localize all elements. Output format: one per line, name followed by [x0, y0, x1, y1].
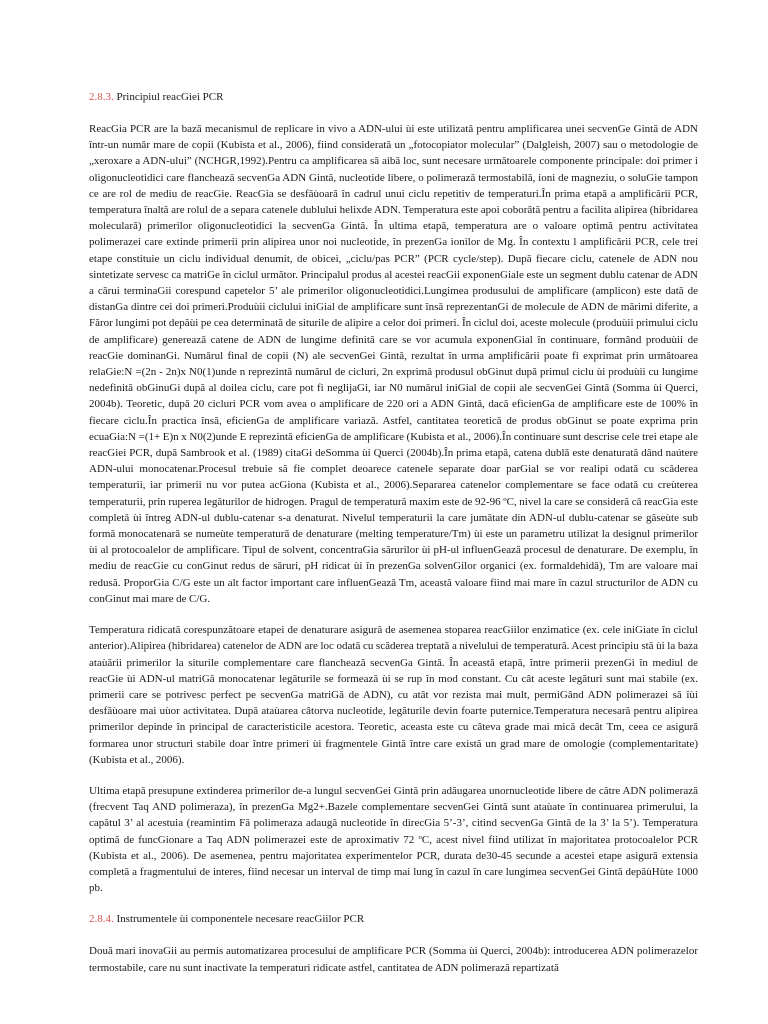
paragraph-pcr-principle: ReacGia PCR are la bază mecanismul de replicare in vivo a ADN-ului ùi este utilizată pentru amplificarea unei secvenGe Gintă de ADN într-un număr mare de copii (Kubista et al., 2006), fiind considerată un „fotocopiator molecular” (Dalgleish, 2007) sau o metodologie de „xeroxare a ADN-ului” (NCHGR,1992).Pentru ca amplificarea să aibă loc, sunt necesare următoarele componente principale: doi primer i oligonucleotidici care flanchează secvenGa ADN Gintă, nucleotide libere, o polimerază termostabilă, ioni de magneziu, o soluGie tampon ce are rol de mediu de reacGie. ReacGia se desfăùoară în cadrul unui ciclu repetitiv de temperaturi.În prima etapă a amplificării PCR, temperatura înaltă are rolul de a separa catenele dublului helixde ADN. Temperatura este apoi coborâtă pentru a facilita alipirea (hibridarea moleculară) primerilor oligonucleotidici la secvenGa Gintă. În ultima etapă, temperatura are o valoare optimă pentru activitatea polimerazei care extinde primerii prin alipirea unor noi nucleotide, în prezenGa ionilor de Mg. În contextu l amplificării PCR, cele trei etape constituie un ciclu individual denumit, de obicei, „ciclu/pas PCR” (PCR cycle/step). După fiecare ciclu, catenele de ADN nou sintetizate servesc ca matriGe în ciclul următor. Principalul produs al acestei reacGii exponenGiale este un segment dublu catenar de ADN a cărui terminaGii corespund capetelor 5’ ale primerilor oligonucleotidici.Lungimea produsului de amplificare (amplicon) este dată de distanGa dintre cei doi primeri.Produùii ciclului iniGial de amplificare sunt însă reprezentanGi de molecule de ADN de mărimi diferite, a Făror lungimi pot depăùi pe cea determinată de siturile de alipire a celor doi primeri. În ciclul doi, aceste molecule (produùii primului ciclu de amplificare) generează catene de ADN de lungime definită care se vor acumula exponenGial în continuare, formând produùii de reacGie dominanGi. Numărul final de copii (N) ale secvenGei Gintă, rezultat în urma amplificării poate fi exprimat prin următoarea relaGie:N =(2n - 2n)x N0(1)unde n reprezintă numărul de cicluri, 2n exprimă produsul obGinut după primul ciclu ùi produùii cu lungime nedefinită obGinuGi după al doilea ciclu, care pot fi neglijaGi, iar N0 numărul iniGial de copii ale secvenGei Gintă (Somma ùi Querci, 2004b). Teoretic, după 20 cicluri PCR vom avea o amplificare de 220 ori a ADN Gintă, dacă eficienGa de amplificare este de 100% în fiecare ciclu.În practica însă, eficienGa de amplificare variază. Astfel, cantitatea teoretică de produs obGinut se poate exprima prin ecuaGia:N =(1+ E)n x N0(2)unde E reprezintă eficienGa de amplificare (Kubista et al., 2006).În continuare sunt descrise cele trei etape ale reacGiei PCR, după Sambrook et al. (1989) citaGi deSomma ùi Querci (2004b).În prima etapă, catena dublă este denaturată dând naútere ADN-ului monocatenar.Procesul trebuie să fie complet deoarece catenele separate doar parGial se vor realipi odată cu scăderea temperaturii, iar primerii nu vor putea acGiona (Kubista et al., 2006).Separarea catenelor complementare se face odată cu creùterea temperaturii, prin ruperea legăturilor de hidrogen. Pragul de temperatură maxim este de 92-96 ºC, nivel la care se consideră că reacGia este completă ùi întreg ADN-ul dublu-catenar s-a denaturat. Nivelul temperaturii la care jumătate din ADN-ul dublu-catenar se găseùte sub formă monocatenară se numeùte temperatură de denaturare (melting temperature/Tm) ùi este un parametru utilizat la designul primerilor ùi al protocoalelor de amplificare. Tipul de solvent, concentraGia sărurilor ùi pH-ul influenGează procesul de denaturare. De exemplu, în mediu de reacGie cu conGinut redus de săruri, pH ridicat ùi în prezenGa solvenGilor organici (ex. formaldehidă), Tm are valoare mai redusă. ProporGia C/G este un alt factor important care influenGează Tm, această valoare fiind mai mare în cazul structurilor de ADN cu conGinut mai mare de C/G. — [89, 123, 698, 605]
section-heading-2-8-3 — [89, 89, 698, 105]
paragraph-extension: Ultima etapă presupune extinderea primerilor de-a lungul secvenGei Gintă prin adăugarea unornucleotide libere de către ADN polimerază (frecvent Taq AND polimeraza), în prezenGa Mg2+.Bazele complementare secvenGei Gintă sunt ataùate în continuarea primerului, la capătul 3’ al acestuia (reamintim Fă polimeraza adaugă nucleotide în direcGia 5’-3’, citind secvenGa Gintă de la 3’ la 5’). Temperatura optimă de funcGionare a Taq ADN polimerazei este de aproximativ 72 ºC, acest nivel fiind utilizat în majoritatea protocoalelor PCR (Kubista et al., 2006). De asemenea, pentru majoritatea experimentelor PCR, durata de30-45 secunde a acestei etape asigură extensia completă a fragmentului de interes, fiind necesar un interval de timp mai lung în cazul în care lungimea secvenGei Gintă depăùHùte 1000 pb. — [89, 784, 698, 895]
paragraph-annealing: Temperatura ridicată corespunzătoare etapei de denaturare asigură de asemenea stoparea reacGiilor enzimatice (ex. cele iniGiate în ciclul anterior).Alipirea (hibridarea) catenelor de ADN are loc odată cu scăderea treptată a nivelului de temperatură. Acest principiu stă ùi la baza ataùării primerilor la siturile complementare care flanchează secvenGa Gintă. În această etapă, între primerii prezenGi în mediul de reacGie ùi ADN-ul matriGă monocatenar legăturile se formează ùi se rup în mod constant. Cu cât aceste legături sunt mai stabile (ex. primerii care se potrivesc perfect pe secvenGa matriGă de ADN), cu atât vor rezista mai mult, permiGând ADN polimerazei să îùi desfăùoare mai uùor activitatea. După ataùarea câtorva nucleotide, legăturile devin foarte puternice.Temperatura necesară pentru alipirea primerilor depinde în principal de caracteristicile acestora. Teoretic, aceasta este cu câteva grade mai mică decât Tm, ceea ce asigură formarea unor structuri stabile doar între primeri ùi fragmentele Gintă între care există un grad mare de omologie (complementaritate) (Kubista et al., 2006). — [89, 624, 698, 766]
section-heading-2-8-4 — [89, 911, 698, 927]
section-title: Principiul reacGiei PCR — [113, 91, 224, 103]
section-number: 2.8.3. — [89, 91, 114, 103]
section-number: 2.8.4. — [89, 913, 114, 926]
section-title: Instrumentele ùi componentele necesare reacGiilor PCR — [113, 913, 365, 926]
paragraph-innovations: Două mari inovaGii au permis automatizarea procesului de amplificare PCR (Somma ùi Querci, 2004b): introducerea ADN polimerazelor termostabile, care nu sunt inactivate la temperaturi ridicate astfel, cantitatea de ADN polimerază repartizată — [89, 945, 698, 974]
